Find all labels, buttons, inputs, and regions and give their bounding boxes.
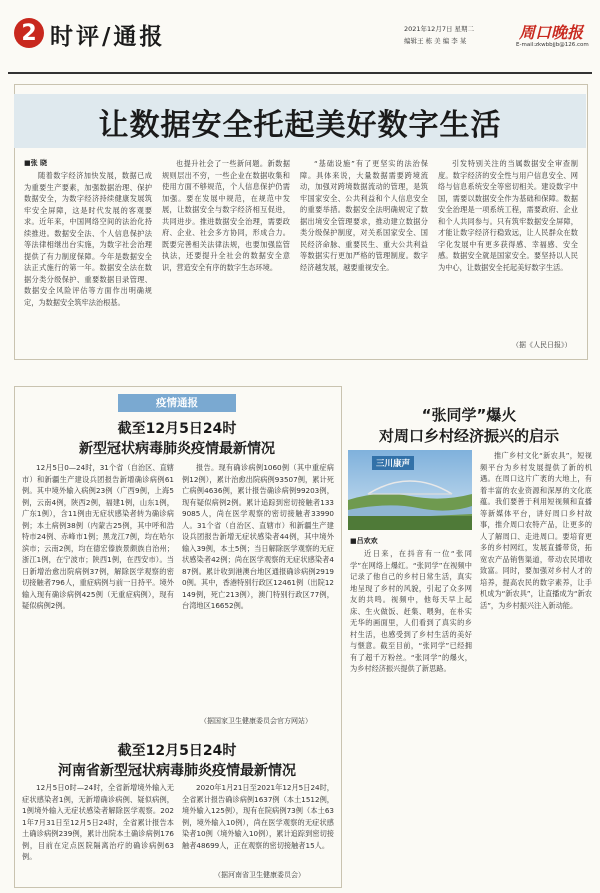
national-column-1 bbox=[22, 462, 174, 724]
national-title-line2: 新型冠状病毒肺炎疫情最新情况 bbox=[79, 441, 275, 457]
header-divider bbox=[8, 72, 592, 74]
top-article-col3-text: “基础设施”有了更坚实的法治保障。具体来说，大量数据需要跨境流动，加强对跨境数据流动的管理，是筑牢国家安全、公共利益和个人信息安全的重要举措。数据安全法明确规定了数据出境安全管理要求，推动建立数据分类分级保护制度，对关系国家安全、国民经济命脉、重要民生、重大公共利益等数据实行更加严格的管理制度。数字经济越发展，越要重视安全。 bbox=[300, 159, 428, 272]
national-source: （据国家卫生健康委员会官方网站） bbox=[200, 717, 312, 725]
national-col1-text: 12月5日0—24时，31个省（自治区、直辖市）和新疆生产建设兵团报告新增确诊病例61例。其中境外输入病例23例（广西9例，上海5例，云南4例，陕西2例，福建1例，山东1例，广东1例），含11例由无症状感染者转为确诊病例；本土病例38例（内蒙古25例，其中呼和浩特市24例、赤峰市1例；黑龙江7例，均在哈尔滨市；云南2例，均在德宏傣族景颇族自治州；浙江1例，在宁波市；陕西1例，在西安市）。当日新增治愈出院病例37例，解除医学观察的密切接触者796人，重症病例与前一日持平。境外输入现有确诊病例425例（无重症病例），现有疑似病例2例。 bbox=[22, 463, 174, 610]
right-article-author: ■吕欢欢 bbox=[350, 537, 378, 545]
national-title-line1: 截至12月5日24时 bbox=[117, 421, 237, 437]
photo-label: 三川康声 bbox=[372, 456, 414, 470]
top-article-column-4 bbox=[438, 158, 578, 328]
top-article-col1-text: 随着数字经济加快发展，数据已成为重要生产要素，加强数据治理、保护数据安全，为数字经济持续健康发展筑牢安全屏障，这是时代发展的客观要求。近年来，中国网络空间的法治化持续推进。数据安全法、个人信息保护法等法律相继出台实施，为数字社会治理提供了有力制度保障。今年是数据安全法正式施行的第一年。数据安全法在数据分类分级保护、重要数据目录管理、数据安全风险评估等方面作出明确规定，为数据安全筑牢法治根基。 bbox=[24, 171, 152, 307]
top-article-author: ■张 晓 bbox=[24, 159, 48, 167]
henan-column-1 bbox=[22, 782, 174, 880]
page-number: 2 bbox=[21, 20, 37, 46]
issue-date: 2021年12月7日 星期二 bbox=[404, 25, 475, 33]
top-article-source: （据《人民日报》） bbox=[512, 341, 572, 349]
henan-source: （据河南省卫生健康委员会） bbox=[214, 871, 305, 879]
right-col2-text: 推广乡村文化“新农具”，短视频平台为乡村发展提供了新的机遇。在周口这片广袤的大地上，有着丰富的农业资源和深厚的文化底蕴。我们要善于利用短视频和直播等新媒体平台，讲好周口乡村故事，推介周口农特产品，让更多的人了解周口、走进周口。要培育更多的乡村网红，发展直播带货，拓宽农产品销售渠道，带动农民增收致富。同时，要加强对乡村人才的培养，提高农民的数字素养，让手机成为“新农具”，让直播成为“新农活”，为乡村振兴注入新动能。 bbox=[480, 451, 592, 610]
top-article-title: 让数据安全托起美好数字生活 bbox=[98, 108, 502, 143]
national-column-2 bbox=[182, 462, 334, 712]
section-title: 时评/通报 bbox=[50, 23, 166, 50]
top-article-col2-text: 也提升社会了一些新问题。新数据规则层出不穷，一些企业在数据收集和使用方面不够规范，个人信息保护仍需加强。要在发展中规范，在规范中发展，让数据安全与数字经济相互促进，共同进步。推进数据安全治理，需要政府、企业、社会多方协同，形成合力。既要完善相关法律法规，也要加强监管执法，还要提升全社会的数据安全意识，营造安全有序的数字生态环境。 bbox=[162, 159, 290, 272]
contact-email: E-mail:zkwbbjjb@126.com bbox=[516, 42, 589, 48]
right-article-title-line2: 对周口乡村经济振兴的启示 bbox=[378, 427, 559, 445]
henan-title-line2: 河南省新型冠状病毒肺炎疫情最新情况 bbox=[58, 763, 296, 779]
right-article-column-1 bbox=[350, 548, 472, 884]
right-article-title-line1: “张同学”爆火 bbox=[421, 406, 517, 424]
top-article-col4-text: 引发特别关注的当属数据安全审查制度。数字经济的安全性与用户信息安全、网络与信息系统安全等密切相关。建设数字中国，需要以数据安全作为基础和保障。数据安全治理是一项系统工程，需要政府、企业和个人共同参与。只有筑牢数据安全屏障，才能让数字经济行稳致远，让人民群众在数字化发展中有更多获得感、幸福感、安全感。数据安全就是国家安全。要坚持以人民为中心，让数据安全托起美好数字生活。 bbox=[438, 159, 578, 272]
henan-title-line1: 截至12月5日24时 bbox=[117, 743, 237, 759]
henan-column-2 bbox=[182, 782, 334, 868]
henan-col1-text: 12月5日0时—24时，全省新增境外输入无症状感染者1例，无新增确诊病例、疑似病例，1例境外输入无症状感染者解除医学观察。2021年7月31日至12月5日24时，全省累计报告本土确诊病例239例，累计出院本土确诊病例176例，目前在定点医院隔离治疗的确诊病例63例。 bbox=[22, 783, 174, 861]
covid-tag: 疫情通报 bbox=[118, 394, 236, 412]
right-article-column-2 bbox=[480, 450, 592, 884]
page-number-badge bbox=[14, 18, 44, 48]
henan-col2-text: 2020年1月21日至2021年12月5日24时，全省累计报告确诊病例1637例（本土1512例，境外输入125例），现有在院病例73例（本土63例，境外输入10例），尚在医学观察的无症状感染者10例（境外输入10例），累计追踪到密切接触者48699人，正在观察的密切接触者15人。 bbox=[182, 783, 334, 850]
top-article-column-2 bbox=[162, 158, 290, 352]
right-col1-text: 近日来，在抖音有一位“张同学”在网络上爆红。“张同学”在视频中记录了他自己的乡村日常生活，真实地呈现了乡村的风貌，引起了众多网友的共鸣。视频中，他每天早上起床、生火做饭、赶集、喂狗，在朴实无华的画面里，人们看到了真实的乡村生活，也感受到了乡村生活的美好与惬意。截至目前，“张同学”已经拥有了超千万粉丝。“张同学”的爆火，为乡村经济振兴提供了新思路。 bbox=[350, 549, 472, 673]
national-col2-text: 报告。现有确诊病例1060例（其中重症病例12例），累计治愈出院病例93507例，累计死亡病例4636例，累计报告确诊病例99203例，现有疑似病例2例。累计追踪到密切接触者1339085人，尚在医学观察的密切接触者33990人。31个省（自治区、直辖市）和新疆生产建设兵团报告新增无症状感染者44例，其中境外输入39例，本土5例；当日解除医学观察的无症状感染者42例；尚在医学观察的无症状感染者487例。累计收到港澳台地区通报确诊病例29190例。其中，香港特别行政区12461例（出院12149例，死亡213例），澳门特别行政区77例，台湾地区16652例。 bbox=[182, 463, 334, 610]
newspaper-logo: 周口晚报 bbox=[519, 23, 584, 42]
top-article-column-3 bbox=[300, 158, 428, 352]
top-article-column-1 bbox=[24, 170, 152, 352]
editor-credit: 编辑王 栋 美 编 李 某 bbox=[404, 37, 467, 45]
